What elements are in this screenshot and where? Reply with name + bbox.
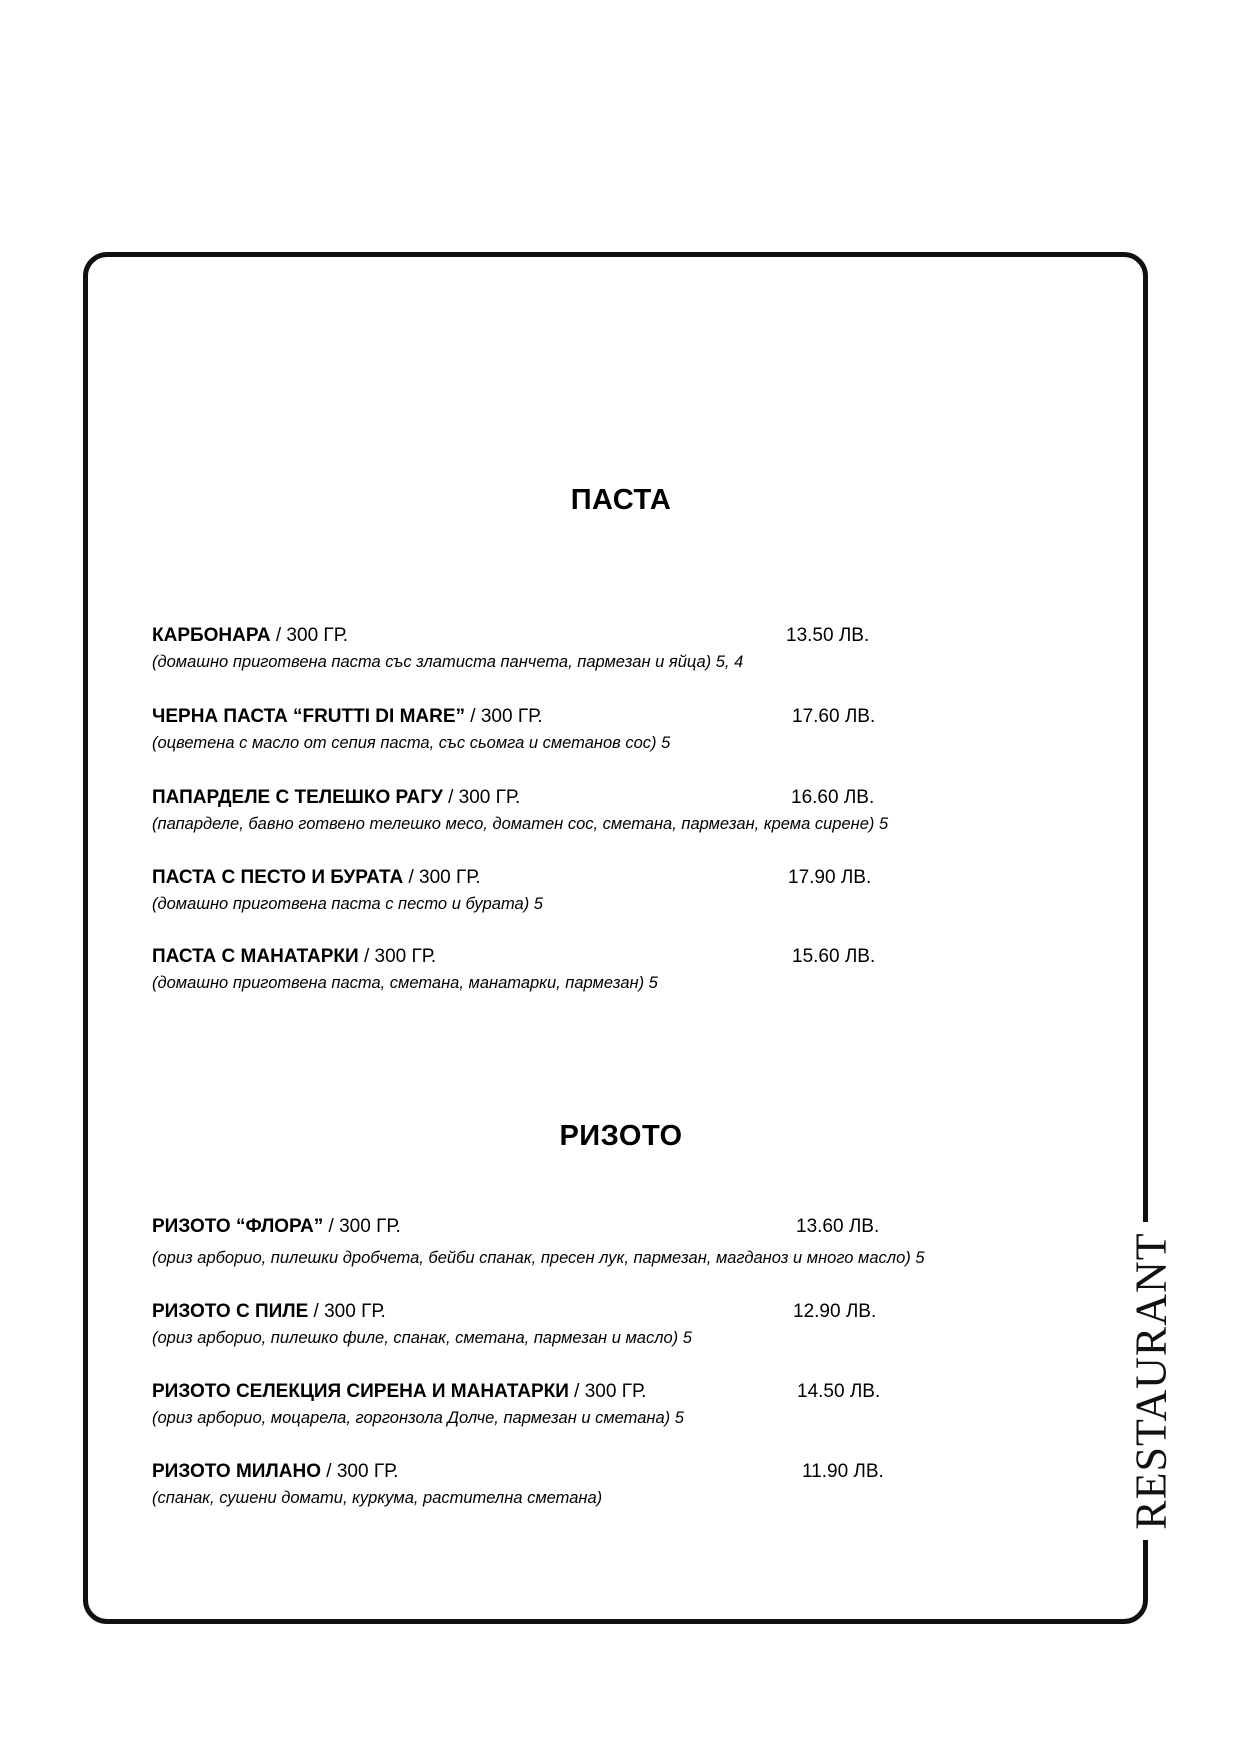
item-description: (домашно приготвена паста, сметана, манатарки, пармезан) 5	[152, 974, 658, 992]
item-name: РИЗОТО “ФЛОРА”	[152, 1216, 324, 1237]
item-description: (оцветена с масло от сепия паста, със сьомга и сметанов сос) 5	[152, 734, 671, 752]
item-weight: / 300 ГР.	[358, 946, 437, 967]
item-price: 12.90 ЛВ.	[793, 1301, 877, 1322]
item-weight: / 300 ГР.	[568, 1381, 647, 1402]
item-price: 17.90 ЛВ.	[788, 867, 872, 888]
item-name: ЧЕРНА ПАСТА “FRUTTI DI MARE”	[152, 706, 466, 727]
menu-item	[152, 944, 1052, 994]
item-weight: / 300 ГР.	[465, 706, 543, 727]
restaurant-side-label: RESTAURANT	[1126, 1232, 1176, 1530]
item-name: РИЗОТО С ПИЛЕ	[152, 1301, 309, 1322]
item-weight: / 300 ГР.	[442, 787, 521, 808]
item-price: 13.60 ЛВ.	[796, 1216, 880, 1237]
item-name: ПАСТА С ПЕСТО И БУРАТА	[152, 867, 404, 888]
item-description: (ориз арборио, пилешки дробчета, бейби спанак, пресен лук, пармезан, магданоз и много масло) 5	[152, 1249, 925, 1267]
item-name: РИЗОТО МИЛАНО	[152, 1461, 321, 1482]
item-price: 15.60 ЛВ.	[792, 946, 876, 967]
item-price: 11.90 ЛВ.	[802, 1461, 884, 1482]
menu-item	[152, 1379, 1052, 1429]
item-name: ПАПАРДЕЛЕ С ТЕЛЕШКО РАГУ	[152, 787, 443, 808]
item-description: (спанак, сушени домати, куркума, растителна сметана)	[152, 1489, 603, 1507]
item-description: (домашно приготвена паста със златиста панчета, пармезан и яйца) 5, 4	[152, 653, 744, 671]
item-weight: / 300 ГР.	[321, 1461, 399, 1482]
item-description: (ориз арборио, моцарела, горгонзола Долче, пармезан и сметана) 5	[152, 1409, 684, 1427]
item-description: (домашно приготвена паста с песто и бурата) 5	[152, 895, 543, 913]
item-name: КАРБОНАРА	[152, 625, 271, 646]
menu-item	[152, 865, 1052, 915]
item-price: 13.50 ЛВ.	[786, 625, 870, 646]
menu-item	[152, 1299, 1052, 1349]
item-weight: / 300 ГР.	[308, 1301, 386, 1322]
menu-item	[152, 1214, 1052, 1269]
item-description: (ориз арборио, пилешко филе, спанак, сметана, пармезан и масло) 5	[152, 1329, 692, 1347]
item-weight: / 300 ГР.	[403, 867, 481, 888]
item-price: 16.60 ЛВ.	[791, 787, 875, 808]
section-title-pasta: ПАСТА	[570, 484, 672, 516]
menu-item	[152, 1459, 1052, 1509]
menu-item	[152, 785, 1052, 835]
menu-item	[152, 623, 1052, 673]
item-price: 17.60 ЛВ.	[792, 706, 876, 727]
item-description: (папарделе, бавно готвено телешко месо, доматен сос, сметана, пармезан, крема сирене) 5	[152, 815, 889, 833]
item-weight: / 300 ГР.	[270, 625, 349, 646]
menu-item	[152, 704, 1052, 754]
item-price: 14.50 ЛВ.	[797, 1381, 881, 1402]
section-title-risotto: РИЗОТО	[559, 1120, 683, 1152]
item-name: РИЗОТО СЕЛЕКЦИЯ СИРЕНА И МАНАТАРКИ	[152, 1381, 569, 1402]
item-name: ПАСТА С МАНАТАРКИ	[152, 946, 359, 967]
item-weight: / 300 ГР.	[323, 1216, 401, 1237]
